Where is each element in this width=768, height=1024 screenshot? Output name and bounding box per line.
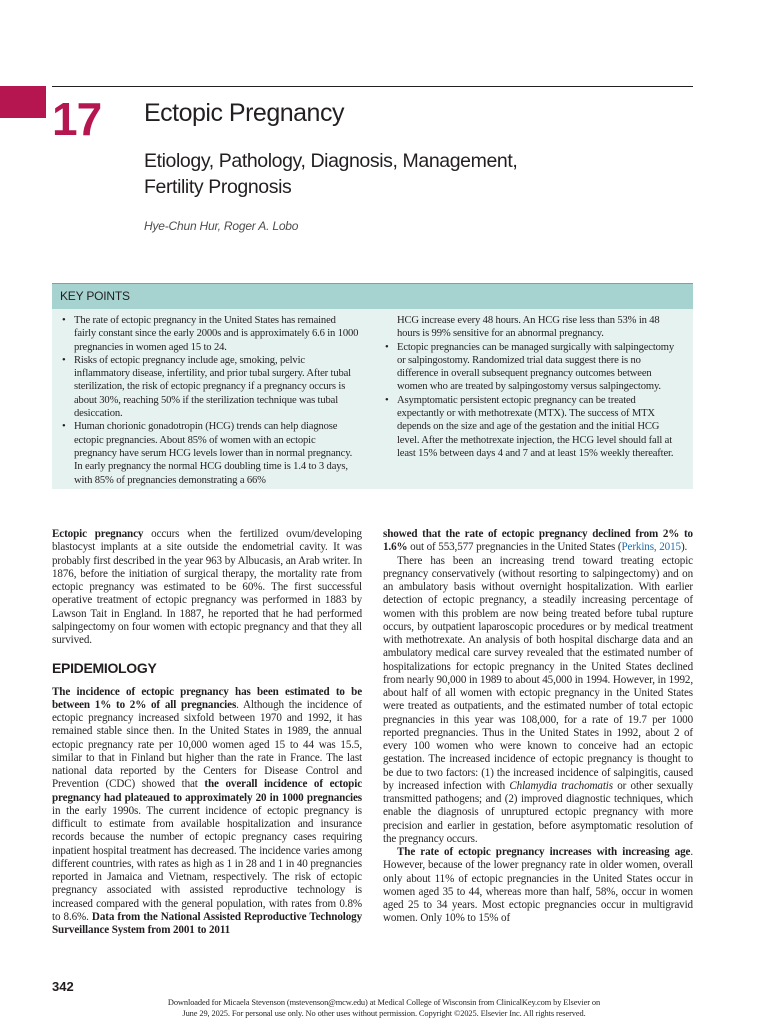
body-right-column xyxy=(383,528,693,926)
footer-line-2: June 29, 2025. For personal use only. No other uses without permission. Copyright ©2025. Elsevier Inc. All rights reserved. xyxy=(182,1008,586,1018)
r-para-2: There has been an increasing trend toward treating ectopic pregnancy conservatively (without resorting to salpingectomy) and on an ambulatory basis without overnight hospitalization. With earlier detection of ectopic pregnancy, a steadily increasing percentage of women with this problem are now being treated before tubal rupture occurs, by outpatient laparoscopic procedures or by medical treatment with methotrexate. An analysis of both hospital discharge data and an ambulatory medical care survey revealed that the estimated number of hospitalizations for ectopic pregnancy in the United States declined from nearly 90,000 in 1989 to about 45,000 in 1994. However, in 1992, about half of all women with ectopic pregnancy in the United States were treated as outpatients, and the estimated number of total ectopic pregnancies in this year was 108,000, for a rate of 19.7 per 1000 reported pregnancies. Thus in the United States in 1992, about 2 of every 100 women who were known to conceive had an ectopic gestation. The increased incidence of ectopic pregnancy is thought to be due to two factors: (1) the increased incidence of salpingitis, caused by increased infection with xyxy=(383,554,693,792)
intro-bold-term: Ectopic pregnancy xyxy=(52,528,144,540)
age-paragraph xyxy=(383,846,693,926)
chapter-subtitle-line2: Fertility Prognosis xyxy=(144,176,292,198)
r-text-3: . However, because of the lower pregnancy rate in older women, overall only about 11% of ectopic pregnancies in the United States occur in women aged 35 to 44, whereas more than half, 58%, occur in women aged 25 to 34 years. Most ectopic pregnancies occur in multigravid women. Only 10% to 15% of xyxy=(383,846,693,925)
key-point-item: • Risks of ectopic pregnancy include age, smoking, pelvic inflammatory disease, infertility, and prior tubal surgery. After tubal sterilization, the risk of ectopic pregnancy if a pregnancy occurs is about 30%, reaching 50% if the sterilization technique was tubal desiccation. xyxy=(60,354,360,420)
r-italic-organism: Chlamydia trachomatis xyxy=(509,779,613,792)
epidemiology-paragraph xyxy=(52,686,362,938)
top-rule xyxy=(52,86,693,87)
chapter-authors: Hye-Chun Hur, Roger A. Lobo xyxy=(144,219,299,233)
key-point-item: • Asymptomatic persistent ectopic pregnancy can be treated expectantly or with methotrexate (MTX). The success of MTX depends on the size and age of the gestation and the initial HCG level. After the methotrexate injection, the HCG level should fall at least 15% between days 4 and 7 and at least 15% weekly thereafter. xyxy=(383,394,683,460)
trend-paragraph xyxy=(383,555,693,847)
r-para-2b: or other sexually transmitted pathogens; and (2) improved diagnostic techniques, which enable the diagnosis of unruptured ectopic pregnancy with more precision and earlier in gestation, before asymptomatic resolution of the pregnancy occurs. xyxy=(383,779,693,845)
section-heading-epidemiology: EPIDEMIOLOGY xyxy=(52,660,157,677)
epi-bold-2: the overall incidence of ectopic pregnancy had plateaued to approximately 20 in 1000 pregnancies xyxy=(52,778,363,804)
r-text-1b: ). xyxy=(680,541,688,554)
chapter-tab-marker xyxy=(0,86,46,118)
intro-text: occurs when the fertilized ovum/developing blastocyst implants at a site outside the endometrial cavity. It was probably first described in the year 963 by Albucasis, an Arab writer. In 1876, before the initiation of surgical therapy, the mortality rate from ectopic pregnancy was estimated to be 60%. The first successful operative treatment of ectopic pregnancy was performed in 1883 by Lawson Tait in England. In 1887, he reported that he had performed salpingectomy on four women with ectopic pregnancy and that they all survived. xyxy=(52,528,362,646)
r-bold-1: showed that the rate of ectopic pregnancy declined from 2% to 1.6% xyxy=(383,528,693,554)
epi-bold-1: The incidence of ectopic pregnancy has been estimated to be between 1% to 2% of all pregnancies xyxy=(52,685,362,711)
key-points-left-column xyxy=(60,314,360,487)
download-footer xyxy=(0,998,768,1019)
r-text-1: out of 553,577 pregnancies in the United States ( xyxy=(407,541,622,554)
key-point-item: • Ectopic pregnancies can be managed surgically with salpingectomy or salpingostomy. Randomized trial data suggest there is no difference in overall subsequent pregnancy outcomes between women who are treated by salpingostomy versus salpingectomy. xyxy=(383,341,683,394)
key-points-columns xyxy=(52,309,693,487)
body-left-column xyxy=(52,528,362,937)
epi-bold-3: Data from the National Assisted Reproductive Technology Surveillance System from 2001 to 2011 xyxy=(52,910,362,936)
r-bold-3: The rate of ectopic pregnancy increases with increasing age xyxy=(397,846,691,858)
page-number: 342 xyxy=(52,979,74,994)
chapter-title: Ectopic Pregnancy xyxy=(144,99,344,127)
key-point-item: • The rate of ectopic pregnancy in the United States has remained fairly constant since the early 2000s and is approximately 6.6 in 1000 pregnancies in women aged 15 to 24. xyxy=(60,314,360,354)
epi-text-2: in the early 1990s. The current incidence of ectopic pregnancy is difficult to estimate from available hospitalization and insurance records because the number of ectopic pregnancy cases requiring inpatient hospital treatment has decreased. The incidence varies among different countries, with rates as high as 1 in 28 and 1 in 40 pregnancies reported in Jamaica and Vietnam, respectively. The risk of ectopic pregnancy associated with assisted reproductive technology is increased compared with the general population, with rates from 0.8% to 8.6%. xyxy=(52,804,362,923)
footer-line-1: Downloaded for Micaela Stevenson (mstevenson@mcw.edu) at Medical College of Wisconsin from ClinicalKey.com by Elsevier on xyxy=(167,998,601,1007)
continued-paragraph xyxy=(383,528,693,555)
citation-link[interactable]: Perkins, 2015 xyxy=(621,541,681,554)
chapter-number: 17 xyxy=(52,93,102,145)
chapter-subtitle-line1: Etiology, Pathology, Diagnosis, Management, xyxy=(144,150,518,172)
key-points-right-column xyxy=(383,314,683,487)
epi-text-1: . Although the incidence of ectopic pregnancy increased sixfold between 1970 and 1992, it has remained stable since then. In the United States in 1989, the annual ectopic pregnancy rate per 10,000 women aged 15 to 44 was 15.5, similar to that in Finland but higher than the rate in France. The last national data reported by the Centers for Disease Control and Prevention (CDC) showed that xyxy=(52,698,362,791)
key-point-continuation: HCG increase every 48 hours. An HCG rise less than 53% in 48 hours is 99% sensitive for an abnormal pregnancy. xyxy=(397,315,660,340)
intro-paragraph xyxy=(52,528,362,647)
key-point-item: • Human chorionic gonadotropin (HCG) trends can help diagnose ectopic pregnancies. About 85% of women with an ectopic pregnancy have serum HCG levels lower than in normal pregnancy. In early pregnancy the normal HCG doubling time is 1.4 to 3 days, with 85% of pregnancies demonstrating a 66% xyxy=(60,420,360,486)
key-points-box xyxy=(52,283,693,489)
chapter-subtitle xyxy=(144,148,664,200)
key-points-header: KEY POINTS xyxy=(52,283,693,309)
